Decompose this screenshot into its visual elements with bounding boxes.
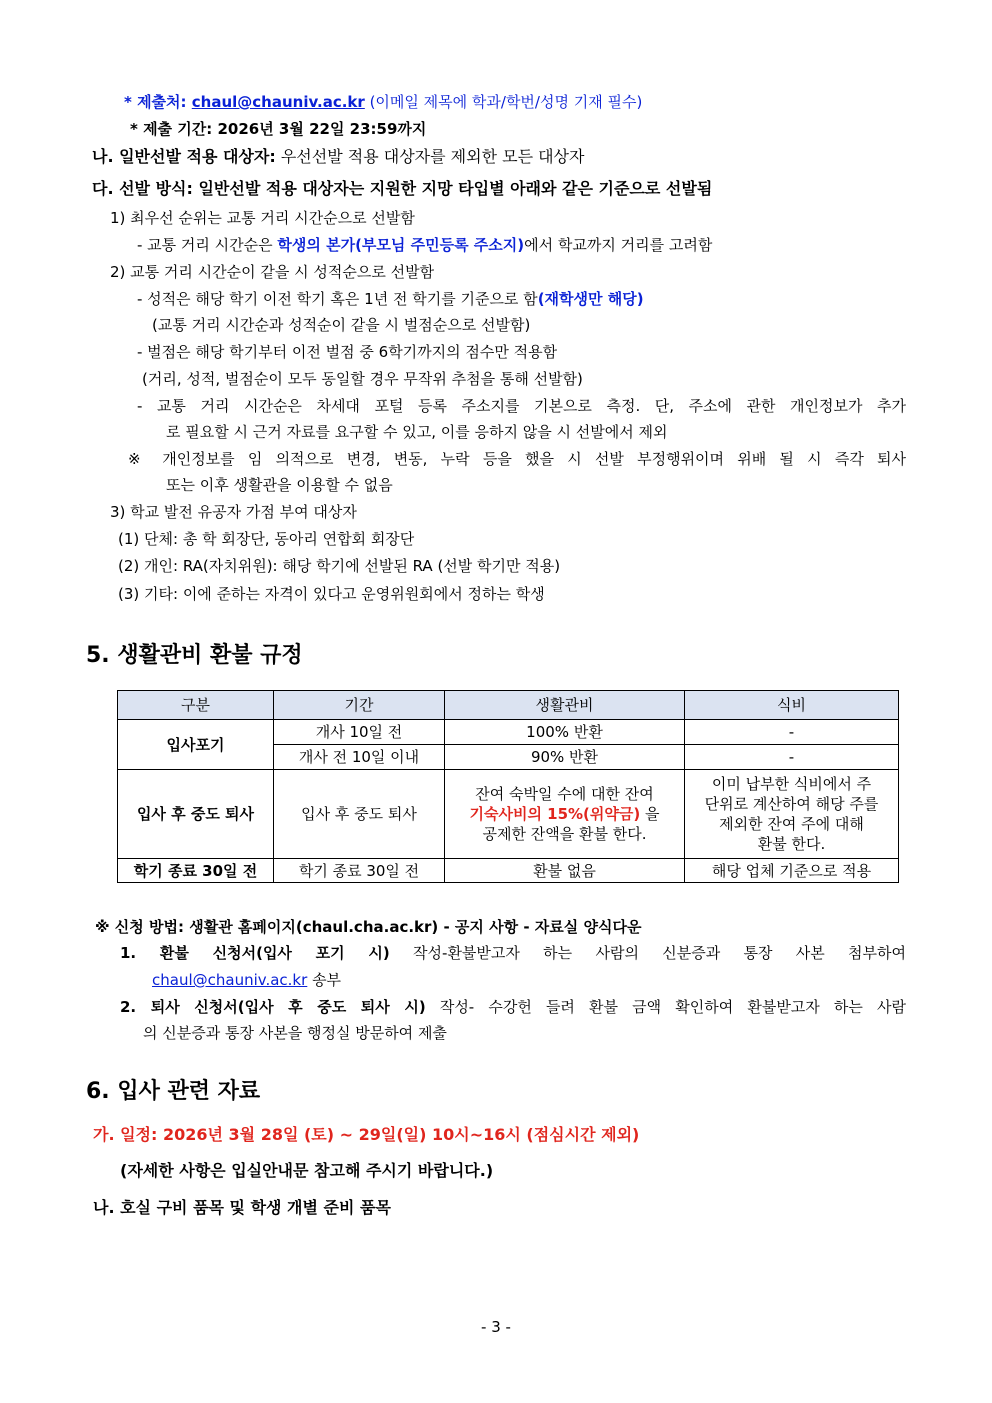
general-target-text: 우선선발 적용 대상자를 제외한 모든 대상자 [275,147,585,166]
item-1-sub-post: 에서 학교까지 거리를 고려함 [524,236,713,254]
meal-fee-line-1: 이미 납부한 식비에서 주 [711,775,872,793]
apply-method-heading: ※ 신청 방법: 생활관 홈페이지(chaul.cha.ac.kr) - 공지 사항 - 자료실 양식다운 [95,918,642,936]
submit-note: (이메일 제목에 학과/학번/성명 기재 필수) [364,93,643,111]
item-1-sub-pre: - 교통 거리 시간순은 [137,236,278,254]
item-2-sub-3-line-2: 로 필요할 시 근거 자료를 요구할 수 있고, 이를 응하지 않을 시 선발에서 제외 [166,423,668,441]
table-row [118,720,899,745]
header-dorm-fee: 생활관비 [445,691,685,720]
meal-fee-line-4: 환불 한다. [757,835,826,853]
apply-item-2-line-2: 의 신분증과 통장 사본을 행정실 방문하여 제출 [143,1024,447,1042]
apply-item-2-text: 작성- 수강헌 들려 환불 금액 확인하여 환불받고자 하는 사람 [425,998,906,1016]
apply-item-1 [120,943,906,963]
submit-deadline: * 제출 기간: 2026년 3월 22일 23:59까지 [130,120,427,138]
item-2-sub-1-note: (교통 거리 시간순과 성적순이 같을 시 벌점순으로 선발함) [152,316,531,334]
meal-fee-line-2: 단위로 계산하여 해당 주를 [704,795,879,813]
apply-item-2-title: 2. 퇴사 신청서(입사 후 중도 퇴사 시) [120,998,426,1016]
cell-period: 개사 전 10일 이내 [274,745,445,770]
general-target-line [92,147,584,167]
cell-period: 학기 종료 30일 전 [274,859,445,883]
cell-period: 입사 후 중도 퇴사 [274,770,445,859]
header-category: 구분 [118,691,274,720]
submit-to-label: * 제출처: [124,93,192,111]
dorm-fee-line-3: 공제한 잔액을 환불 한다. [482,825,647,843]
item-3-c: (3) 기타: 이에 준하는 자격이 있다고 운영위원회에서 정하는 학생 [118,585,545,603]
apply-item-1-text: 작성-환불받고자 하는 사람의 신분증과 통장 사본 첨부하여 [389,944,906,962]
cell-dorm-fee: 90% 반환 [445,745,685,770]
item-3-a: (1) 단체: 총 학 회장단, 동아리 연합회 회장단 [118,530,415,548]
warning-line-1: ※ 개인정보를 임 의적으로 변경, 변동, 누락 등을 했을 시 선발 부정행위이며 위배 될 시 즉각 퇴사 [128,450,906,468]
dorm-fee-line-1: 잔여 숙박일 수에 대한 잔여 [475,785,654,803]
cell-meal-fee: - [685,745,899,770]
item-3: 3) 학교 발전 유공자 가점 부여 대상자 [110,503,357,521]
cell-meal-fee: 해당 업체 기준으로 적용 [685,859,899,883]
item-1: 1) 최우선 순위는 교통 거리 시간순으로 선발함 [110,209,415,227]
apply-item-2 [120,997,906,1017]
item-2-sub-2-note: (거리, 성적, 벌점순이 모두 동일할 경우 무작위 추첨을 통해 선발함) [142,370,583,388]
item-2: 2) 교통 거리 시간순이 같을 시 성적순으로 선발함 [110,263,435,281]
item-2-sub-1 [137,289,644,309]
header-meal-fee: 식비 [685,691,899,720]
schedule-note: (자세한 사항은 입실안내문 참고해 주시기 바랍니다.) [120,1161,494,1180]
item-3-b: (2) 개인: RA(자치위원): 해당 학기에 선발된 RA (선발 학기만 적용) [118,557,561,575]
table-row [118,770,899,859]
item-2-sub-3-line-1: - 교통 거리 시간순은 차세대 포털 등록 주소지를 기본으로 측정. 단, 주소에 관한 개인정보가 추가 [137,397,906,415]
table-row [118,859,899,883]
cell-dorm-fee: 100% 반환 [445,720,685,745]
apply-item-1-end: 송부 [307,971,342,989]
cell-dorm-fee: 환불 없음 [445,859,685,883]
apply-email-link[interactable]: chaul@chauniv.ac.kr [152,971,308,989]
submit-to-line [124,92,642,112]
item-2-sub-2: - 벌점은 해당 학기부터 이전 벌점 중 6학기까지의 점수만 적용함 [137,343,558,361]
item-2-sub-1-highlight: (재학생만 해당) [537,290,644,308]
dorm-fee-line-2-post: 을 [640,805,660,823]
row-admission-cancel-label: 입사포기 [118,720,274,770]
section-6-title: 6. 입사 관련 자료 [86,1079,261,1104]
item-2-sub-1-pre: - 성적은 해당 학기 이전 학기 혹은 1년 전 학기를 기준으로 함 [137,290,538,308]
item-1-sub [137,235,712,255]
apply-item-1-line-2 [152,970,341,990]
row-semester-end-label: 학기 종료 30일 전 [118,859,274,883]
table-header-row [118,691,899,720]
header-period: 기간 [274,691,445,720]
item-1-sub-highlight: 학생의 본가(부모님 주민등록 주소지) [277,236,525,254]
dorm-fee-line-2 [449,804,680,824]
penalty-highlight: 기숙사비의 15%(위약금) [469,805,641,823]
general-target-label: 나. 일반선발 적용 대상자: [92,147,276,166]
section-5-title: 5. 생활관비 환불 규정 [86,643,303,668]
warning-line-2: 또는 이후 생활관을 이용할 수 없음 [166,476,393,494]
schedule-line: 가. 일정: 2026년 3월 28일 (토) ~ 29일(일) 10시~16시 (점심시간 제외) [93,1125,640,1144]
method-heading: 다. 선발 방식: 일반선발 적용 대상자는 지원한 지망 타입별 아래와 같은 기준으로 선발됨 [92,179,713,198]
submit-email-link[interactable]: chaul@chauniv.ac.kr [191,93,365,111]
cell-meal-fee: - [685,720,899,745]
apply-item-1-title: 1. 환불 신청서(입사 포기 시) [120,944,390,962]
meal-fee-line-3: 제외한 잔여 주에 대해 [719,815,864,833]
cell-meal-fee [685,770,899,859]
cell-period: 개사 10일 전 [274,720,445,745]
row-midway-leave-label: 입사 후 중도 퇴사 [118,770,274,859]
cell-dorm-fee [445,770,685,859]
refund-table [117,690,899,883]
items-heading: 나. 호실 구비 품목 및 학생 개별 준비 품목 [93,1198,391,1217]
page-number: - 3 - [481,1318,511,1336]
